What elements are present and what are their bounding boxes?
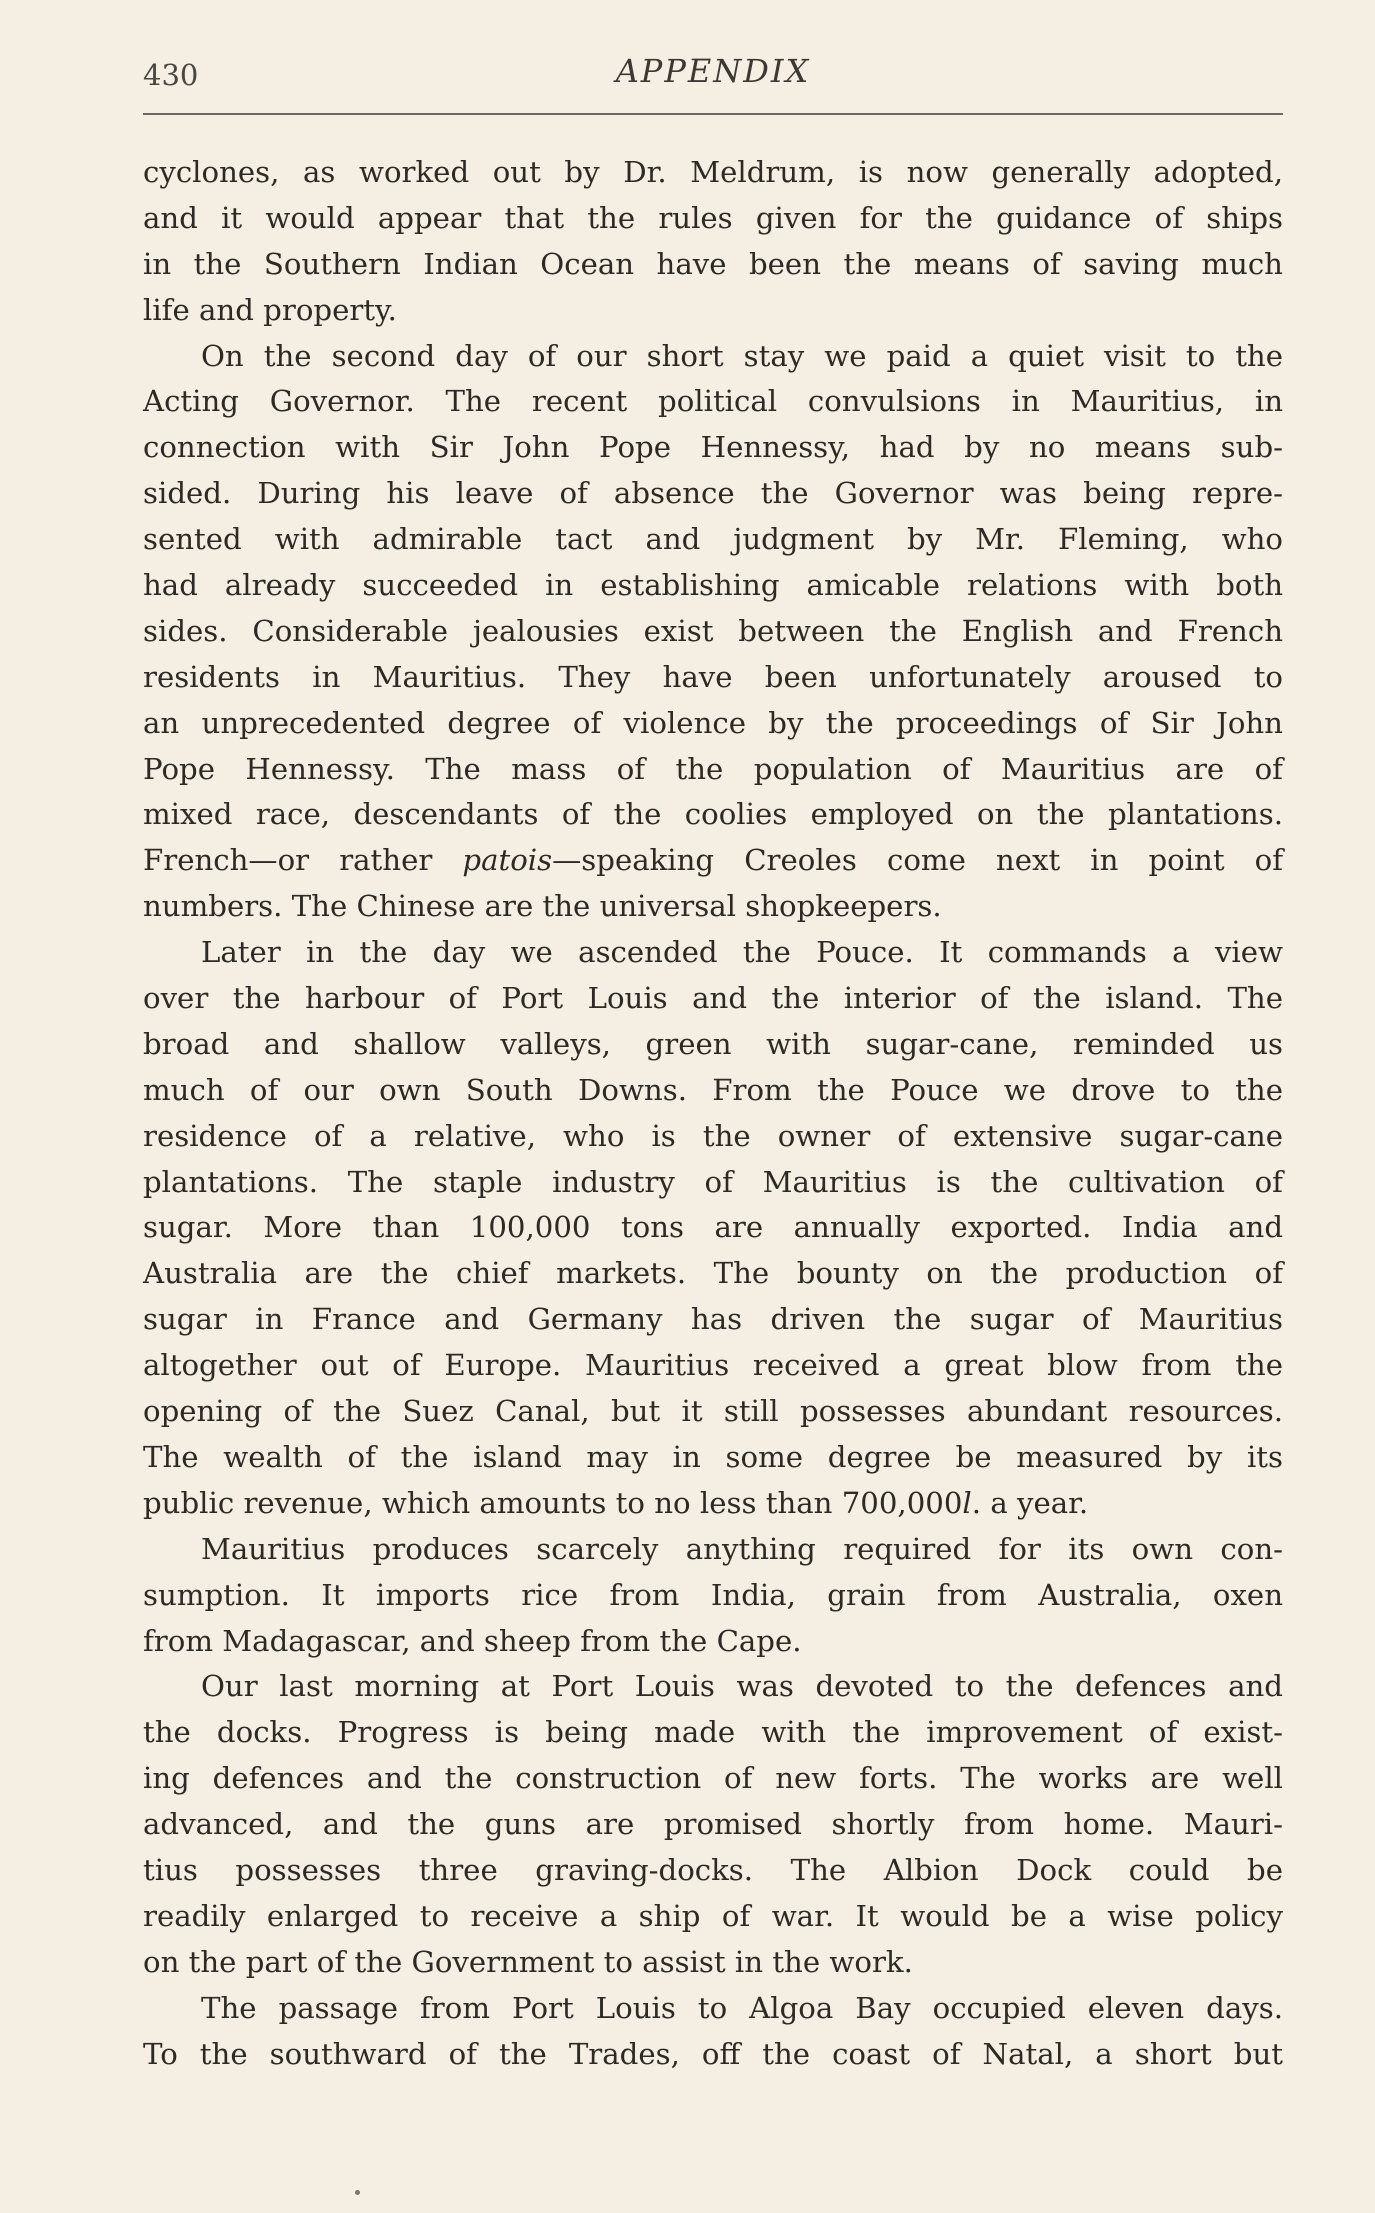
text-segment: public revenue, which amounts to no less than 700,000 — [143, 1485, 963, 1520]
text-line: Acting Governor. The recent political convulsions in Mauritius, in — [143, 384, 1283, 419]
text-line: over the harbour of Port Louis and the interior of the island. The — [143, 981, 1283, 1016]
italic-word: patois — [462, 843, 553, 878]
text-line: readily enlarged to receive a ship of war. It would be a wise policy — [143, 1898, 1283, 1933]
text-line: Australia are the chief markets. The bounty on the production of — [143, 1256, 1283, 1291]
text-line: ing defences and the construction of new forts. The works are well — [143, 1761, 1283, 1796]
text-line: from Madagascar, and sheep from the Cape. — [143, 1623, 802, 1658]
text-line: sugar. More than 100,000 tons are annually exported. India and — [143, 1210, 1283, 1245]
text-line: The wealth of the island may in some degree be measured by its — [143, 1439, 1283, 1474]
paragraph-first-line: The passage from Port Louis to Algoa Bay occupied eleven days. — [201, 1990, 1283, 2025]
text-line: in the Southern Indian Ocean have been the means of saving much — [143, 246, 1283, 281]
text-line: on the part of the Government to assist in the work. — [143, 1944, 913, 1979]
running-head — [143, 50, 1283, 100]
page-number: 430 — [143, 58, 199, 92]
text-line: mixed race, descendants of the coolies employed on the plantations. — [143, 797, 1283, 832]
text-segment: . a year. — [971, 1485, 1089, 1520]
text-line: opening of the Suez Canal, but it still possesses abundant resources. — [143, 1394, 1283, 1429]
text-segment: —speaking Creoles come next in point of — [552, 843, 1284, 878]
text-line: residents in Mauritius. They have been unfortunately aroused to — [143, 659, 1283, 694]
text-line: an unprecedented degree of violence by the proceedings of Sir John — [143, 705, 1283, 740]
paragraph-first-line: Mauritius produces scarcely anything required for its own con- — [201, 1531, 1283, 1566]
text-line — [143, 838, 1283, 884]
header-rule — [143, 113, 1283, 115]
text-line: connection with Sir John Pope Hennessy, had by no means sub- — [143, 430, 1283, 465]
text-line: cyclones, as worked out by Dr. Meldrum, is now generally adopted, — [143, 155, 1283, 189]
paragraph-first-line: Later in the day we ascended the Pouce. It commands a view — [201, 935, 1283, 970]
text-line: life and property. — [143, 292, 397, 327]
text-line: had already succeeded in establishing amicable relations with both — [143, 568, 1283, 603]
text-line: tius possesses three graving-docks. The Albion Dock could be — [143, 1852, 1283, 1887]
text-line: plantations. The staple industry of Mauritius is the cultivation of — [143, 1164, 1283, 1199]
text-segment: French—or rather — [143, 843, 463, 878]
page-speck — [355, 2190, 360, 2195]
paragraph-first-line: On the second day of our short stay we paid a quiet visit to the — [201, 338, 1283, 373]
paragraph-first-line: Our last morning at Port Louis was devoted to the defences and — [201, 1669, 1283, 1704]
text-line — [143, 1481, 1283, 1527]
text-line: broad and shallow valleys, green with sugar-cane, reminded us — [143, 1026, 1283, 1061]
text-line: sided. During his leave of absence the Governor was being repre- — [143, 476, 1283, 511]
text-line: sented with admirable tact and judgment by Mr. Fleming, who — [143, 522, 1283, 557]
text-line: much of our own South Downs. From the Pouce we drove to the — [143, 1072, 1283, 1107]
running-title: APPENDIX — [615, 52, 811, 90]
text-line: numbers. The Chinese are the universal shopkeepers. — [143, 889, 942, 924]
text-line: sugar in France and Germany has driven the sugar of Mauritius — [143, 1302, 1283, 1337]
text-line: To the southward of the Trades, off the coast of Natal, a short but — [143, 2036, 1283, 2071]
text-line: the docks. Progress is being made with the improvement of exist- — [143, 1715, 1283, 1750]
body-text — [143, 150, 1283, 2077]
text-line: and it would appear that the rules given for the guidance of ships — [143, 200, 1283, 235]
text-line: sides. Considerable jealousies exist between the English and French — [143, 613, 1283, 648]
text-line: Pope Hennessy. The mass of the population of Mauritius are of — [143, 751, 1283, 786]
text-line: sumption. It imports rice from India, grain from Australia, oxen — [143, 1577, 1283, 1612]
text-line: advanced, and the guns are promised shortly from home. Mauri- — [143, 1807, 1283, 1842]
text-line: residence of a relative, who is the owner of extensive sugar-cane — [143, 1118, 1283, 1153]
italic-word: l — [962, 1485, 972, 1520]
text-line: altogether out of Europe. Mauritius received a great blow from the — [143, 1348, 1283, 1383]
